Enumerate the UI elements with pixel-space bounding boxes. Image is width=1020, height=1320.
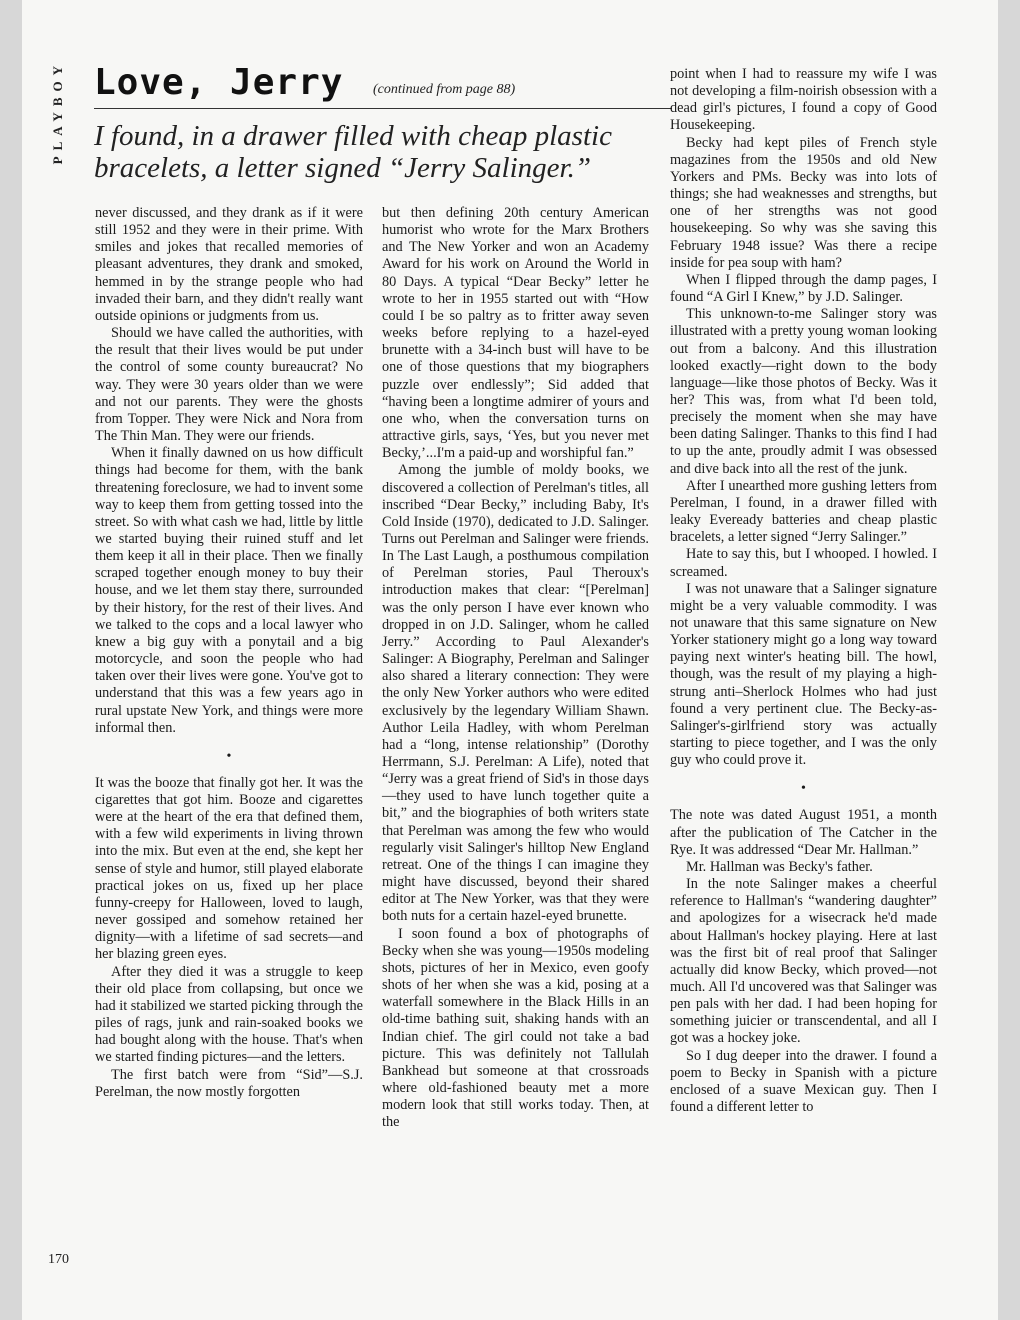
paragraph: This unknown-to-me Salinger story was illustrated with a pretty young woman looking out from a balcony. And this illustration looked exactly—right down to the body language—like those photos of Becky. Was it her? This was, from what I'd been told, precisely the moment when she may have been dating Salinger. Thanks to this find I had to up the ante, proudly admit I was obsessed and dive back into all the rest of the junk. — [670, 306, 937, 477]
paragraph: Among the jumble of moldy books, we discovered a collection of Perelman's titles, all inscribed “Dear Becky,” including Baby, It's Cold Inside (1970), dedicated to J.D. Salinger. Turns out Perelman and Salinger were friends. In The Last Laugh, a posthumous compilation of Perelman stories, Paul Theroux's introduction makes that clear: “[Perelman] was the only person I have ever known who dropped in on J.D. Salinger, whom he called Jerry.” According to Paul Alexander's Salinger: A Biography, Perelman and Salinger also shared a literary connection: They were the only New Yorker authors who were edited exclusively by the legendary William Shawn. Author Leila Hadley, with whom Perelman had a “long, intense relationship” (Dorothy Herrmann, S.J. Perelman: A Life), noted that “Jerry was a great friend of Sid's in those days—they used to have lunch together quite a bit,” and the biographies of both writers state that Perelman was among the few who would regularly visit Salinger's hilltop New England retreat. One of the things I can imagine they might have discussed, beyond their shared editor at The New Yorker, was that they were both nuts for a certain hazel-eyed brunette. — [382, 462, 649, 925]
paragraph: never discussed, and they drank as if it were still 1952 and they were in their prime. With smiles and jokes that recalled memories of pleasant adventures, they drank and smoked, hemmed in by the strange people who had invaded their barn, and they didn't really want outside opinions or judgments from us. — [95, 205, 363, 324]
paragraph: I was not unaware that a Salinger signature might be a very valuable commodity. I was not unaware that this same signature on New Yorker stationery might go a long way toward paying next winter's heating bill. The howl, though, was the result of my playing a high-strung anti–Sherlock Holmes who had just found a very pertinent clue. The Becky-as-Salinger's-girlfriend story was actually starting to piece together, and I was the only guy who could prove it. — [670, 580, 937, 769]
magazine-page — [22, 0, 998, 1320]
paragraph: In the note Salinger makes a cheerful reference to Hallman's “wandering daughter” and apologizes for a wisecrack he'd made about Hallman's hockey playing. Here at last was the first bit of real proof that Salinger actually did know Becky, which proved—not much. All I'd uncovered was that Salinger was pen pals with her dad. I had been hoping for something juicier or transcendental, and all I got was a hockey joke. — [670, 876, 937, 1047]
paragraph: When I flipped through the damp pages, I found “A Girl I Knew,” by J.D. Salinger. — [670, 271, 937, 306]
paragraph: Should we have called the authorities, with the result that their lives would be put under the control of some county bureaucrat? No way. They were 30 years older than we were and not our parents. They were the ghosts from Topper. They were Nick and Nora from The Thin Man. They were our friends. — [95, 325, 363, 445]
magazine-name: PLAYBOY — [50, 60, 65, 165]
text-column-1 — [95, 205, 363, 1101]
article-header — [94, 62, 672, 109]
paragraph: The note was dated August 1951, a month after the publication of The Catcher in the Rye. It was addressed “Dear Mr. Hallman.” — [670, 807, 937, 858]
paragraph: The first batch were from “Sid”—S.J. Perelman, the now mostly forgotten — [95, 1066, 363, 1100]
paragraph: So I dug deeper into the drawer. I found a poem to Becky in Spanish with a picture enclosed of a suave Mexican guy. Then I found a different letter to — [670, 1047, 937, 1116]
section-separator: • — [226, 748, 232, 764]
pull-quote: I found, in a drawer filled with cheap plastic bracelets, a letter signed “Jerry Salinger.” — [94, 120, 612, 184]
paragraph: After I unearthed more gushing letters from Perelman, I found, in a drawer filled with leaky Eveready batteries and cheap plastic bracelets, a letter signed “Jerry Salinger.” — [670, 477, 937, 546]
paragraph: When it finally dawned on us how difficult things had become for them, with the bank threatening foreclosure, we had to invent some way to keep them from getting tossed into the street. So with what cash we had, little by little we started buying their ruined stuff and let them keep it all in their place. Then we finally scraped together enough money to buy their house, and we let them stay there, surrounded by their history, for the rest of their lives. And we talked to the cops and a local lawyer who knew a big guy with a ponytail and a big motorcycle, and soon the people who had taken over their lives were gone. You've got to understand that this was a few years ago in rural upstate New York, and things were more informal then. — [95, 445, 364, 736]
text-column-3 — [670, 66, 937, 1116]
section-separator: • — [801, 781, 806, 797]
article-title: Love, Jerry — [94, 62, 344, 103]
paragraph: Mr. Hallman was Becky's father. — [686, 858, 873, 875]
paragraph: After they died it was a struggle to keep their old place from collapsing, but once we had it stabilized we started picking through the piles of rags, junk and rain-soaked books we had bought along with the house. That's when we started finding pictures—and the letters. — [95, 963, 363, 1066]
paragraph: I soon found a box of photographs of Becky when she was young—1950s modeling shots, pictures of her in Mexico, even goofy shots of her when she was a kid, posing at a waterfall somewhere in the Black Hills in an old-time bathing suit, shaking hands with an Indian chief. The girl could not take a bad picture. This was definitely not Tallulah Bankhead but someone at that crossroads where old-fashioned beauty met a more modern look that still works today. Then, at the — [382, 925, 649, 1131]
text-column-2 — [382, 205, 649, 1131]
paragraph: but then defining 20th century American humorist who wrote for the Marx Brothers and The New Yorker and won an Academy Award for his work on Around the World in 80 Days. A typical “Dear Becky” letter he wrote to her in 1955 started out with “How could I be so paltry as to fritter away seven weeks before replying to a hazel-eyed brunette with a 34-inch bust will have to be one of those questions that my biographers puzzle over endlessly”; Sid added that “having been a longtime admirer of yours and one who, when the conversation turns on attractive girls, says, ‘Yes, but you never met Becky,’...I'm a paid-up and worshipful fan.” — [382, 205, 649, 462]
continued-note: (continued from page 88) — [373, 82, 516, 97]
paragraph: point when I had to reassure my wife I was not developing a film-noirish obsession with a dead girl's pictures, I found a copy of Good Housekeeping. — [670, 66, 937, 134]
paragraph: Becky had kept piles of French style magazines from the 1950s and old New Yorkers and PMs. Becky was into lots of things; she had weaknesses and strengths, but one of her strengths was not good housekeeping. So why was she saving this February 1948 issue? Was there a recipe inside for pea soup with ham? — [670, 134, 937, 271]
paragraph: It was the booze that finally got her. It was the cigarettes that got him. Booze and cigarettes were at the heart of the era that defined them, with a few wild experiments in living thrown into the mix. But even at the end, she kept her sense of style and humor, still played elaborate practical jokes on us, fixed up her place funny-creepy for Halloween, loved to laugh, never gossiped and somehow retained her dignity—with a lifetime of sad secrets—and her blazing green eyes. — [95, 774, 363, 963]
page-number: 170 — [48, 1252, 69, 1267]
paragraph: Hate to say this, but I whooped. I howled. I screamed. — [670, 546, 937, 580]
